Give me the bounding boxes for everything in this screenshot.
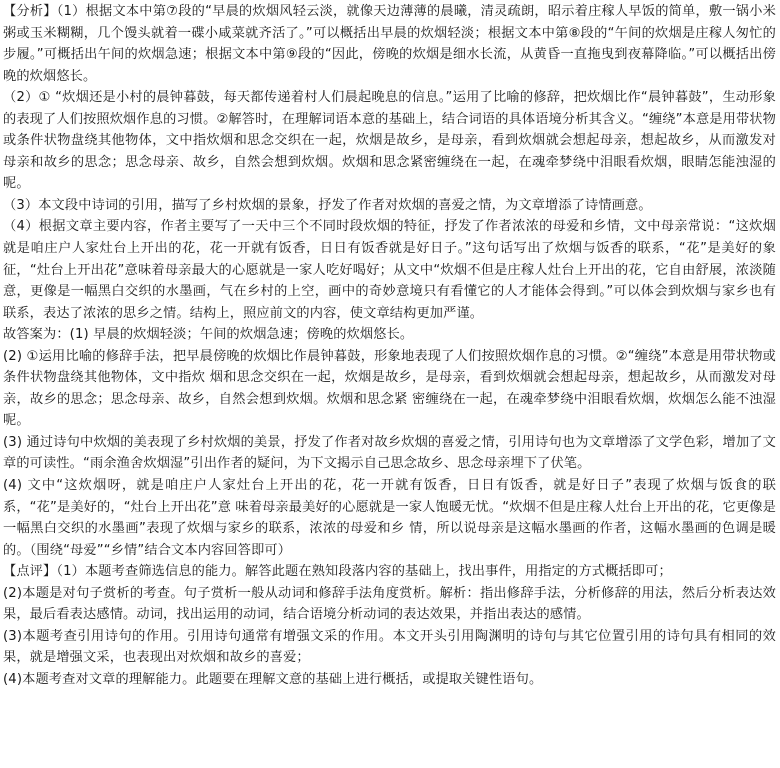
comment-paragraph-3: (3)本题考查引用诗句的作用。引用诗句通常有增强文采的作用。本文开头引用陶渊明的诗句与其它位置引用的诗句具有相同的效果，就是增强文采，也表现出对炊烟和故乡的喜爱；	[3, 628, 776, 666]
answer-paragraph-4: (4) 文中“这炊烟呀，就是咱庄户人家灶台上开出的花，花一开就有饭香，日日有饭香，就是好日子”表现了炊烟与饭食的联系，“花”是美好的，“灶台上开出花”意 味着母亲最美好的心愿就是一家人饱暖无忧。“炊烟不但是庄稼人灶台上开出的花，它更像是一幅黑白交织的水墨画”表现了炊烟与家乡的联系，浓浓的母爱和乡 情，所以说母亲是这幅水墨画的作者，这幅水墨画的色调是暖的。（围绕“母爱”“乡情”结合文本内容回答即可）	[3, 478, 776, 558]
analysis-paragraph-1: 【分析】（1）根据文本中第⑦段的“早晨的炊烟风轻云淡，就像天边薄薄的晨曦，清灵疏朗，昭示着庄稼人早饭的简单，敷一锅小米粥或玉米糊糊，几个馒头就着一碟小咸菜就齐活了。”可以概括出早晨的炊烟轻淡；根据文本中第⑧段的“午间的炊烟是庄稼人匆忙的步履。”可概括出午间的炊烟急速；根据文本中第⑨段的“因此，傍晚的炊烟是细水长流，从黄昏一直拖曳到夜幕降临。”可以概括出傍晚的炊烟悠长。	[3, 4, 776, 84]
answer-paragraph-1: 故答案为：(1) 早晨的炊烟轻淡；午间的炊烟急速；傍晚的炊烟悠长。	[3, 327, 414, 343]
comment-paragraph-1: 【点评】（1）本题考查筛选信息的能力。解答此题在熟知段落内容的基础上，找出事件，用指定的方式概括即可；	[3, 564, 672, 580]
analysis-paragraph-3: （3）本文段中诗词的引用，描写了乡村炊烟的景象，抒发了作者对炊烟的喜爱之情，为文章增添了诗情画意。	[3, 197, 652, 213]
comment-paragraph-4: (4)本题考查对文章的理解能力。此题要在理解文意的基础上进行概括，或提取关键性语句。	[3, 671, 543, 687]
answer-paragraph-2: (2) ①运用比喻的修辞手法，把早晨傍晚的炊烟比作晨钟暮鼓，形象地表现了人们按照炊烟作息的习惯。②“缠绕”本意是用带状物或条件状物盘绕其他物体，文中指炊 烟和思念交织在一起，炊烟是故乡，是母亲，看到炊烟就会想起母亲，想起故乡，从而激发对母亲，故乡的思念；思念母亲、故乡，自然会想到炊烟。炊烟和思念紧 密缠绕在一起，在魂牵梦绕中泪眼看炊烟，炊烟怎么能不浊湿呢。	[3, 348, 776, 429]
analysis-paragraph-4: （4）根据文章主要内容，作者主要写了一天中三个不同时段炊烟的特征，抒发了作者浓浓的母爱和乡情，文中母亲常说：“这炊烟就是咱庄户人家灶台上开出的花，花一开就有饭香，日日有饭香就是好日子。”这句话写出了炊烟与饭香的联系，“花”是美好的象征，“灶台上开出花”意味着母亲最大的心愿就是一家人吃好喝好；从文中“炊烟不但是庄稼人灶台上开出的花，它自由舒展，浓淡随意，更像是一幅黑白交织的水墨画，气在乡村的上空，画中的奇妙意境只有看懂它的人才能体会得到。”可以体会到炊烟与家乡也有联系，表达了浓浓的思乡之情。结构上，照应前文的内容，使文章结构更加严谨。	[3, 219, 776, 321]
comment-paragraph-2: (2)本题是对句子赏析的考查。句子赏析一般从动词和修辞手法角度赏析。解析：指出修辞手法，分析修辞的用法，然后分析表达效果，最后看表达感情。动词，找出运用的动词，结合语境分析动词的表达效果，并指出表达的感情。	[3, 585, 776, 623]
answer-paragraph-3: (3) 通过诗句中炊烟的美表现了乡村炊烟的美景，抒发了作者对故乡炊烟的喜爱之情，引用诗句也为文章增添了文学色彩，增加了文章的可读性。“雨余渔舍炊烟湿”引出作者的疑问，为下文揭示自己思念故乡、思念母亲埋下了伏笔。	[3, 434, 776, 472]
analysis-paragraph-2: （2）① “炊烟还是小村的晨钟暮鼓，每天都传递着村人们晨起晚息的信息。”运用了比喻的修辞，把炊烟比作“晨钟暮鼓”，生动形象的表现了人们按照炊烟作息的习惯。②解答时，在理解词语本意的基础上，结合词语的具体语境分析其含义。“缠绕”本意是用带状物或条件状物盘绕其他物体，文中指炊烟和思念交织在一起，炊烟是故乡，是母亲，看到炊烟就会想起母亲，想起故乡，从而激发对母亲和故乡的思念；思念母亲、故乡，自然会想到炊烟。炊烟和思念紧密缠绕在一起，在魂牵梦绕中泪眼看炊烟，眼睛怎能浊湿的呢。	[3, 90, 776, 192]
